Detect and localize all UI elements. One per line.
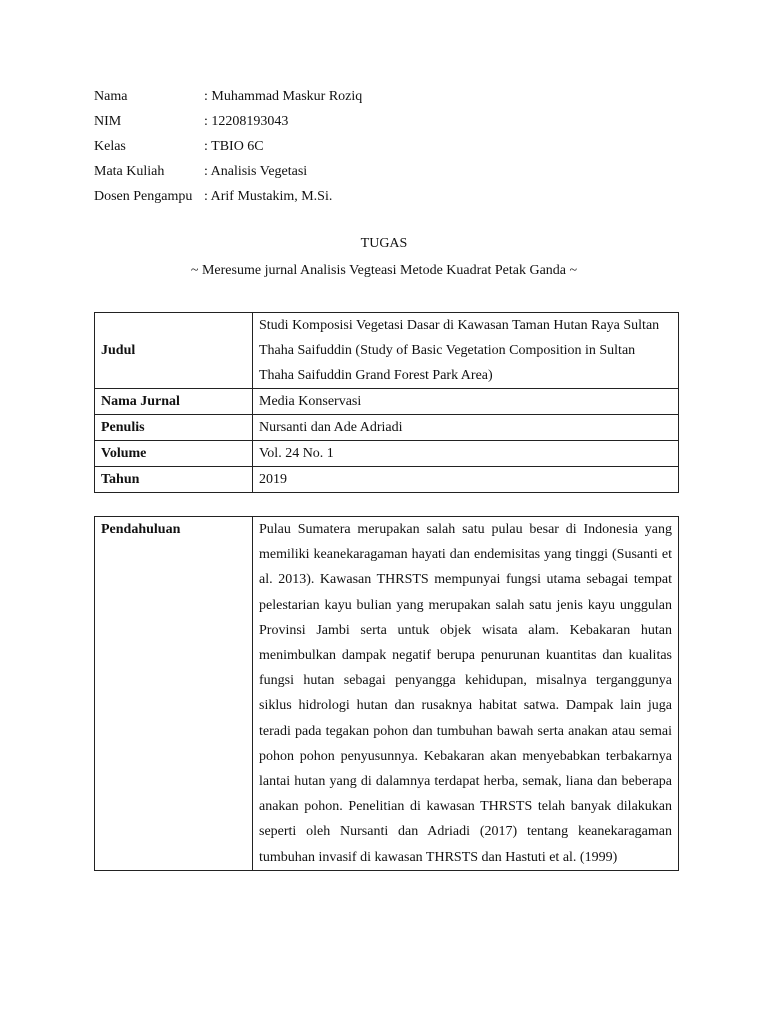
table-row <box>95 517 679 871</box>
section-paragraph: Pulau Sumatera merupakan salah satu pulau besar di Indonesia yang memiliki keanekaragaman hayati dan endemisitas yang tinggi (Susanti et al. 2013). Kawasan THRSTS mempunyai fungsi utama sebagai tempat pelestarian kayu bulian yang merupakan salah satu jenis kayu unggulan Provinsi Jambi serta untuk objek wisata alam. Kebakaran hutan menimbulkan dampak negatif berupa penurunan kuantitas dan kualitas fungsi hutan sebagai penyangga kehidupan, misalnya terganggunya siklus hidrologi hutan dan rusaknya habitat satwa. Dampak lain juga teradi pada tegakan pohon dan tumbuhan bawah serta anakan atau semai pohon pohon penyusunnya. Kebakaran akan menyebabkan terbakarnya lantai hutan yang di dalamnya terdapat herba, semak, liana dan beberapa anakan pohon. Penelitian di kawasan THRSTS telah banyak dilakukan seperti oleh Nursanti dan Adriadi (2017) tentang keanekaragaman tumbuhan invasif di kawasan THRSTS dan Hastuti et al. (1999) <box>253 517 679 871</box>
identity-value: : Arif Mustakim, M.Si. <box>204 189 333 204</box>
resume-content-table <box>94 516 679 871</box>
row-value: Media Konservasi <box>253 389 679 415</box>
row-label: Judul <box>95 313 253 389</box>
row-label: Volume <box>95 441 253 467</box>
row-value: Vol. 24 No. 1 <box>253 441 679 467</box>
identity-row-nim <box>94 111 362 136</box>
identity-value: : TBIO 6C <box>204 139 264 154</box>
identity-label: Mata Kuliah <box>94 164 165 179</box>
table-row <box>95 415 679 441</box>
identity-label: Nama <box>94 89 128 104</box>
identity-value: : Analisis Vegetasi <box>204 164 308 179</box>
identity-row-kelas <box>94 136 362 161</box>
identity-row-nama <box>94 86 362 111</box>
identity-label: Dosen Pengampu <box>94 189 193 204</box>
table-row <box>95 389 679 415</box>
section-label: Pendahuluan <box>95 517 253 871</box>
row-value: Nursanti dan Ade Adriadi <box>253 415 679 441</box>
row-value: Studi Komposisi Vegetasi Dasar di Kawasan Taman Hutan Raya Sultan Thaha Saifuddin (Study of Basic Vegetation Composition in Sultan Thaha Saifuddin Grand Forest Park Area) <box>253 313 679 389</box>
identity-label: Kelas <box>94 139 126 154</box>
journal-info-table <box>94 312 679 493</box>
row-label: Tahun <box>95 467 253 493</box>
identity-row-dosen <box>94 186 362 211</box>
identity-row-mata-kuliah <box>94 161 362 186</box>
row-label: Penulis <box>95 415 253 441</box>
identity-value: : Muhammad Maskur Roziq <box>204 89 363 104</box>
student-identity <box>94 86 362 211</box>
table-row <box>95 313 679 389</box>
row-value: 2019 <box>253 467 679 493</box>
table-row <box>95 467 679 493</box>
document-title: TUGAS <box>360 236 408 251</box>
identity-value: : 12208193043 <box>204 114 289 129</box>
row-label: Nama Jurnal <box>95 389 253 415</box>
table-row <box>95 441 679 467</box>
identity-label: NIM <box>94 114 122 129</box>
document-subtitle: ~ Meresume jurnal Analisis Vegteasi Metode Kuadrat Petak Ganda ~ <box>190 263 578 278</box>
